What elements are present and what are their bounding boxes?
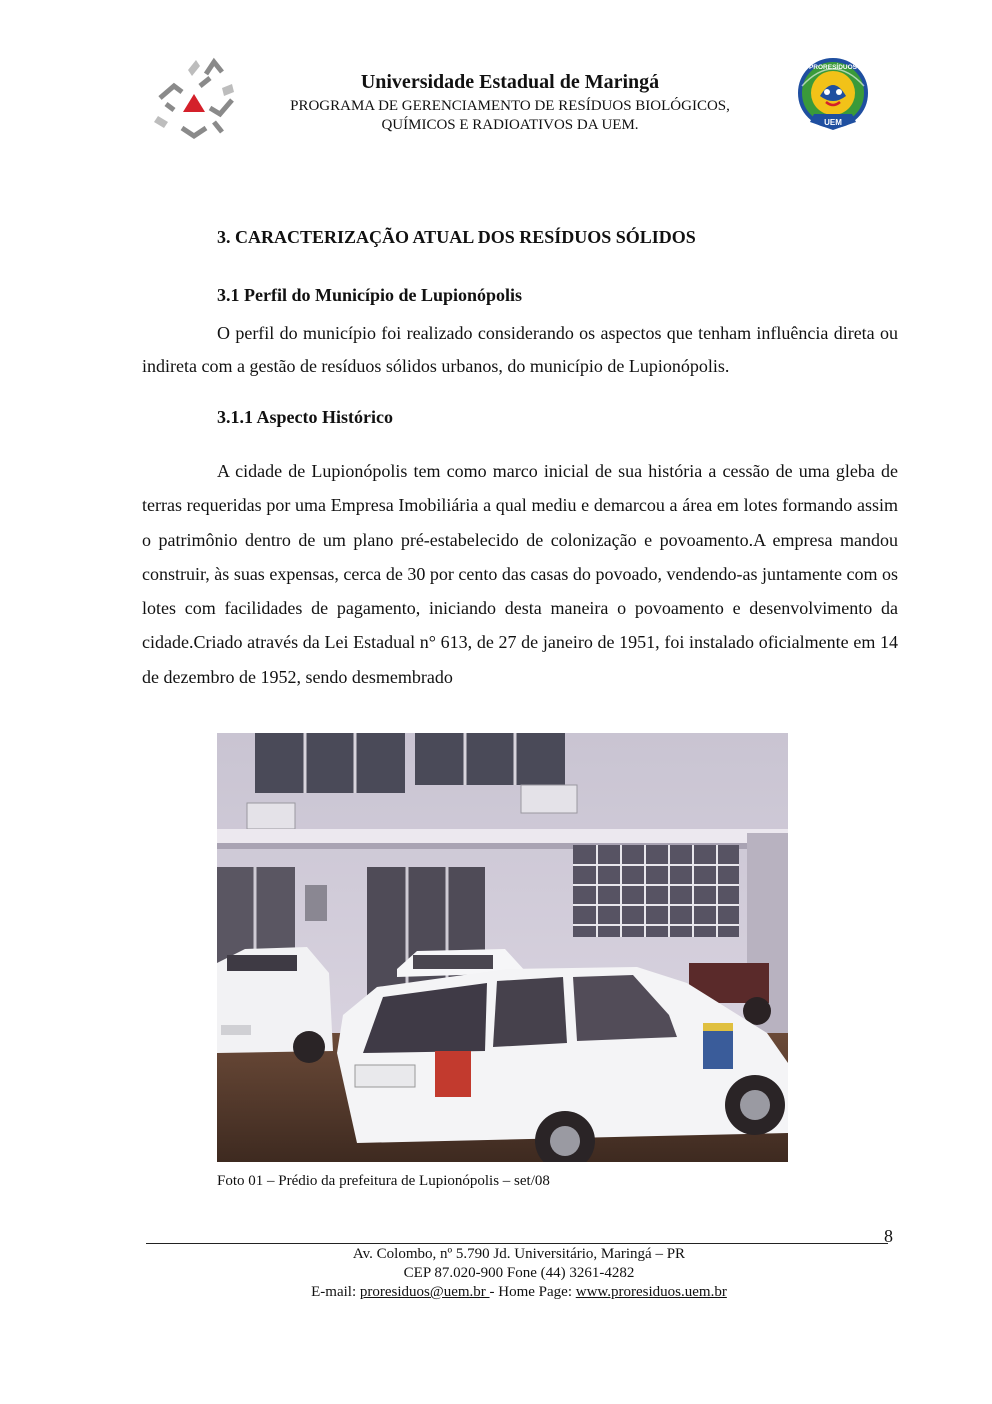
badge-top-text: PRORESÍDUOS — [808, 64, 858, 71]
intro-paragraph: O perfil do município foi realizado considerando os aspectos que tenham influência direta ou indireta com a gestão de resíduos sólidos urbanos, do município de Lupionópolis. — [142, 323, 898, 376]
subsection-heading: 3.1 Perfil do Município de Lupionópolis — [217, 285, 523, 305]
figure-caption: Foto 01 – Prédio da prefeitura de Lupionópolis – set/08 — [217, 1173, 550, 1189]
university-title: Universidade Estadual de Maringá — [360, 71, 660, 93]
footer-address: Av. Colombo, nº 5.790 Jd. Universitário, Maringá – PR — [352, 1246, 686, 1262]
subsubsection-heading: 3.1.1 Aspecto Histórico — [217, 407, 393, 427]
program-title-line2: QUÍMICOS E RADIOATIVOS DA UEM. — [381, 117, 639, 133]
badge-bottom-text: UEM — [824, 118, 842, 127]
homepage-link[interactable]: www.proresiduos.uem.br — [575, 1284, 727, 1300]
proresiduos-logo-icon — [796, 56, 870, 132]
footer-divider — [146, 1243, 888, 1244]
program-title-line1: PROGRAMA DE GERENCIAMENTO DE RESÍDUOS BIOLÓGICOS, — [290, 98, 730, 114]
section-heading: 3. CARACTERIZAÇÃO ATUAL DOS RESÍDUOS SÓLIDOS — [217, 227, 696, 247]
email-link[interactable]: proresiduos@uem.br — [359, 1284, 490, 1300]
footer-contact-line — [146, 1283, 892, 1301]
footer-cep-phone: CEP 87.020-900 Fone (44) 3261-4282 — [403, 1265, 635, 1281]
uem-logo-icon — [152, 56, 236, 140]
town-hall-photo — [217, 733, 788, 1162]
email-label: E-mail: — [311, 1284, 360, 1300]
history-paragraph: A cidade de Lupionópolis tem como marco inicial de sua história a cessão de uma gleba de terras requeridas por uma Empresa Imobiliária a qual mediu e demarcou a área em lotes formando assim o patrimônio dentro de um plano pré-estabelecido de colonização e povoamento.A empresa mandou construir, às suas expensas, cerca de 30 por cento das casas do povoado, vendendo-as juntamente com os lotes com facilidades de pagamento, iniciando desta maneira o povoamento e desenvolvimento da cidade.Criado através da Lei Estadual n° 613, de 27 de janeiro de 1951, foi instalado oficialmente em 14 de dezembro de 1952, sendo desmembrado — [142, 461, 898, 687]
page-number: 8 — [884, 1226, 893, 1246]
homepage-label: - Home Page: — [489, 1284, 576, 1300]
